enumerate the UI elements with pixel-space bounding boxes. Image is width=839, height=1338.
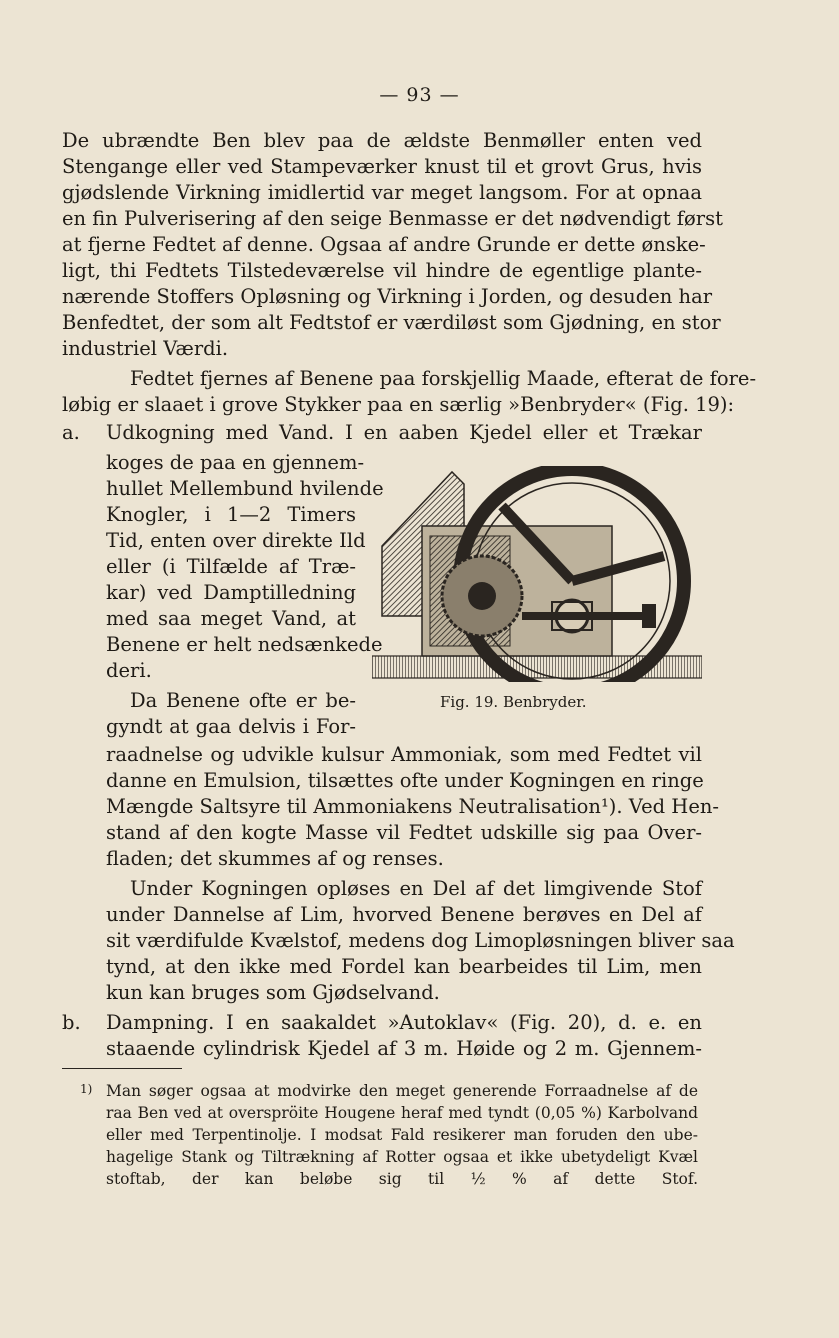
para1-line-6: ligt, thi Fedtets Tilstedeværelse vil hindre de egentlige plante- xyxy=(62,259,702,282)
item-a-para3-1: Under Kogningen opløses en Del af det limgivende Stof xyxy=(130,877,702,900)
footnote-mark: 1) xyxy=(80,1082,93,1096)
para2-line-1: Fedtet fjernes af Benene paa forskjellig Maade, efterat de fore- xyxy=(130,367,757,390)
footnote-line-3: eller med Terpentinolje. I modsat Fald resikerer man foruden den ube- xyxy=(106,1126,698,1144)
item-a-narrow-3: Knogler, i 1—2 Timers xyxy=(106,503,356,526)
item-a-label: a. xyxy=(62,421,80,444)
item-a-wide-1: raadnelse og udvikle kulsur Ammoniak, som med Fedtet vil xyxy=(106,743,702,766)
item-a-narrow-7: med saa meget Vand, at xyxy=(106,607,356,630)
item-a-first-line: Udkogning med Vand. I en aaben Kjedel eller et Trækar xyxy=(106,421,702,444)
item-a-narrow-5: eller (i Tilfælde af Træ- xyxy=(106,555,356,578)
benbryder-illustration xyxy=(372,466,702,682)
item-a-wide-2: danne en Emulsion, tilsættes ofte under Kogningen en ringe xyxy=(106,769,704,792)
item-a-narrow-1: koges de paa en gjennem- xyxy=(106,451,365,474)
item-a-wide-4: stand af den kogte Masse vil Fedtet udskille sig paa Over- xyxy=(106,821,702,844)
item-a-wide-5: fladen; det skummes af og renses. xyxy=(106,847,444,870)
item-a-para3-5: kun kan bruges som Gjødselvand. xyxy=(106,981,440,1004)
figure-benbryder xyxy=(372,466,702,682)
item-a-wide-3: Mængde Saltsyre til Ammoniakens Neutralisation¹). Ved Hen- xyxy=(106,795,720,818)
para1-line-2: Stengange eller ved Stampeværker knust til et grovt Grus, hvis xyxy=(62,155,702,178)
para1-line-1: De ubrændte Ben blev paa de ældste Benmøller enten ved xyxy=(62,129,702,152)
item-b-line-1: Dampning. I en saakaldet »Autoklav« (Fig. 20), d. e. en xyxy=(106,1011,702,1034)
para1-line-3: gjødslende Virkning imidlertid var meget langsom. For at opnaa xyxy=(62,181,702,204)
para1-line-8: Benfedtet, der som alt Fedtstof er værdiløst som Gjødning, en stor xyxy=(62,311,721,334)
item-a-narrow2-1: Da Benene ofte er be- xyxy=(130,689,356,712)
para2-line-2: løbig er slaaet i grove Stykker paa en særlig »Benbryder« (Fig. 19): xyxy=(62,393,735,416)
footnote-line-1: Man søger ogsaa at modvirke den meget generende Forraadnelse af de xyxy=(106,1082,698,1100)
footnote-line-2: raa Ben ved at overspröite Hougene heraf med tyndt (0,05 %) Karbolvand xyxy=(106,1104,698,1122)
para1-line-4: en fin Pulverisering af den seige Benmasse er det nødvendigt først xyxy=(62,207,723,230)
item-a-narrow-4: Tid, enten over direkte Ild xyxy=(106,529,366,552)
item-a-para3-3: sit værdifulde Kvælstof, medens dog Limopløsningen bliver saa xyxy=(106,929,735,952)
footnote-line-5: stoftab, der kan beløbe sig til ½ % af dette Stof. xyxy=(106,1170,698,1188)
footnote-rule xyxy=(62,1068,182,1069)
item-b-line-2: staaende cylindrisk Kjedel af 3 m. Høide og 2 m. Gjennem- xyxy=(106,1037,702,1060)
item-b-label: b. xyxy=(62,1011,81,1034)
item-a-narrow-6: kar) ved Damptilledning xyxy=(106,581,356,604)
item-a-narrow-8: Benene er helt nedsænkede xyxy=(106,633,383,656)
item-a-para3-2: under Dannelse af Lim, hvorved Benene berøves en Del af xyxy=(106,903,702,926)
para1-line-5: at fjerne Fedtet af denne. Ogsaa af andre Grunde er dette ønske- xyxy=(62,233,706,256)
item-a-para3-4: tynd, at den ikke med Fordel kan bearbeides til Lim, men xyxy=(106,955,702,978)
para1-line-7: nærende Stoffers Opløsning og Virkning i Jorden, og desuden har xyxy=(62,285,713,308)
page-number: — 93 — xyxy=(379,84,460,106)
item-a-narrow-2: hullet Mellembund hvilende xyxy=(106,477,384,500)
figure-caption: Fig. 19. Benbryder. xyxy=(440,693,587,711)
footnote-line-4: hagelige Stank og Tiltrækning af Rotter ogsaa et ikke ubetydeligt Kvæl xyxy=(106,1148,698,1166)
item-a-narrow2-2: gyndt at gaa delvis i For- xyxy=(106,715,356,738)
item-a-narrow-9: deri. xyxy=(106,659,152,682)
para1-line-9: industriel Værdi. xyxy=(62,337,229,360)
